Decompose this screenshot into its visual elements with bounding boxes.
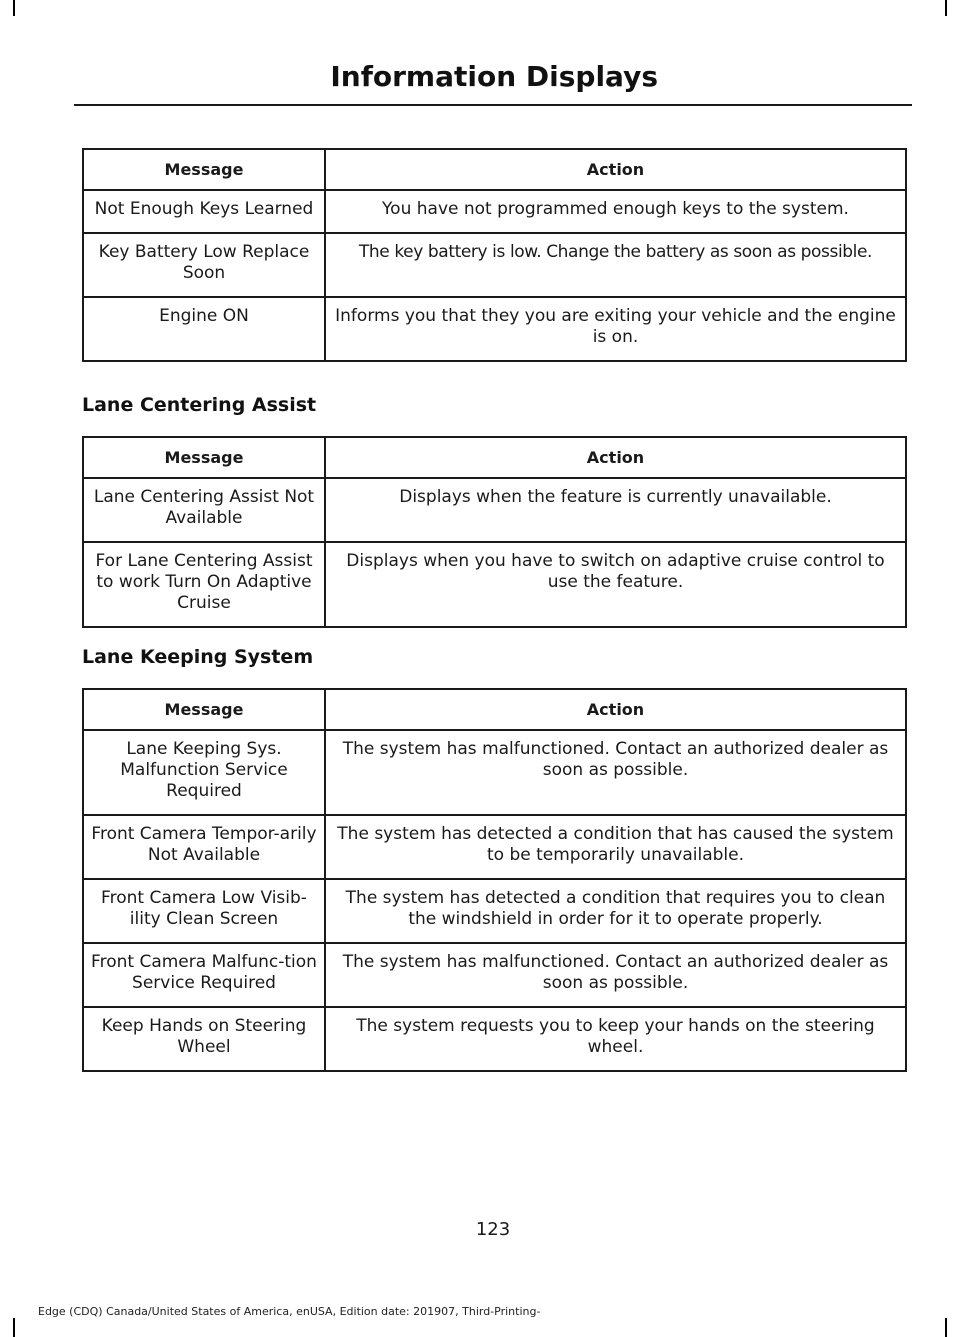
message-cell: Keep Hands on Steering Wheel	[83, 1007, 325, 1071]
message-cell: Lane Centering Assist Not Available	[83, 478, 325, 542]
title-divider	[74, 104, 912, 106]
message-cell: Lane Keeping Sys. Malfunction Service Required	[83, 730, 325, 815]
message-cell: Front Camera Malfunc-tion Service Required	[83, 943, 325, 1007]
crop-mark-top-right	[945, 0, 947, 16]
key-messages-table	[82, 148, 907, 362]
message-cell: Not Enough Keys Learned	[83, 190, 325, 233]
table-row	[83, 879, 906, 943]
column-header-action: Action	[325, 689, 906, 730]
table-row	[83, 1007, 906, 1071]
action-cell: The system has malfunctioned. Contact an authorized dealer as soon as possible.	[325, 730, 906, 815]
crop-mark-top-left	[13, 0, 15, 16]
section-heading-lane-centering: Lane Centering Assist	[82, 394, 317, 416]
table-header-row	[83, 437, 906, 478]
table-header-row	[83, 689, 906, 730]
crop-mark-bottom-right	[945, 1318, 947, 1337]
table-row	[83, 478, 906, 542]
action-cell: You have not programmed enough keys to the system.	[325, 190, 906, 233]
action-cell: The system has detected a condition that requires you to clean the windshield in order for it to operate properly.	[325, 879, 906, 943]
action-cell: Informs you that they you are exiting your vehicle and the engine is on.	[325, 297, 906, 361]
message-cell: Key Battery Low Replace Soon	[83, 233, 325, 297]
message-cell: For Lane Centering Assist to work Turn On Adaptive Cruise	[83, 542, 325, 627]
table-row	[83, 190, 906, 233]
table-row	[83, 542, 906, 627]
action-cell: The system has malfunctioned. Contact an authorized dealer as soon as possible.	[325, 943, 906, 1007]
action-cell: The system requests you to keep your hands on the steering wheel.	[325, 1007, 906, 1071]
message-cell: Engine ON	[83, 297, 325, 361]
column-header-action: Action	[325, 437, 906, 478]
action-cell: Displays when the feature is currently unavailable.	[325, 478, 906, 542]
message-cell: Front Camera Tempor-arily Not Available	[83, 815, 325, 879]
table-header-row	[83, 149, 906, 190]
column-header-message: Message	[83, 437, 325, 478]
lane-keeping-table	[82, 688, 907, 1072]
crop-mark-bottom-left	[13, 1318, 15, 1337]
action-cell: The system has detected a condition that has caused the system to be temporarily unavailable.	[325, 815, 906, 879]
table-row	[83, 297, 906, 361]
action-cell: Displays when you have to switch on adaptive cruise control to use the feature.	[325, 542, 906, 627]
column-header-action: Action	[325, 149, 906, 190]
section-heading-lane-keeping: Lane Keeping System	[82, 646, 314, 668]
edition-footer: Edge (CDQ) Canada/United States of America, enUSA, Edition date: 201907, Third-Printing-	[38, 1305, 541, 1318]
table-row	[83, 815, 906, 879]
lane-centering-table	[82, 436, 907, 628]
column-header-message: Message	[83, 149, 325, 190]
table-row	[83, 233, 906, 297]
column-header-message: Message	[83, 689, 325, 730]
page-title: Information Displays	[330, 60, 658, 93]
page-number: 123	[475, 1219, 511, 1240]
table-row	[83, 730, 906, 815]
message-cell: Front Camera Low Visib-ility Clean Screen	[83, 879, 325, 943]
action-cell: The key battery is low. Change the battery as soon as possible.	[325, 233, 906, 297]
table-row	[83, 943, 906, 1007]
